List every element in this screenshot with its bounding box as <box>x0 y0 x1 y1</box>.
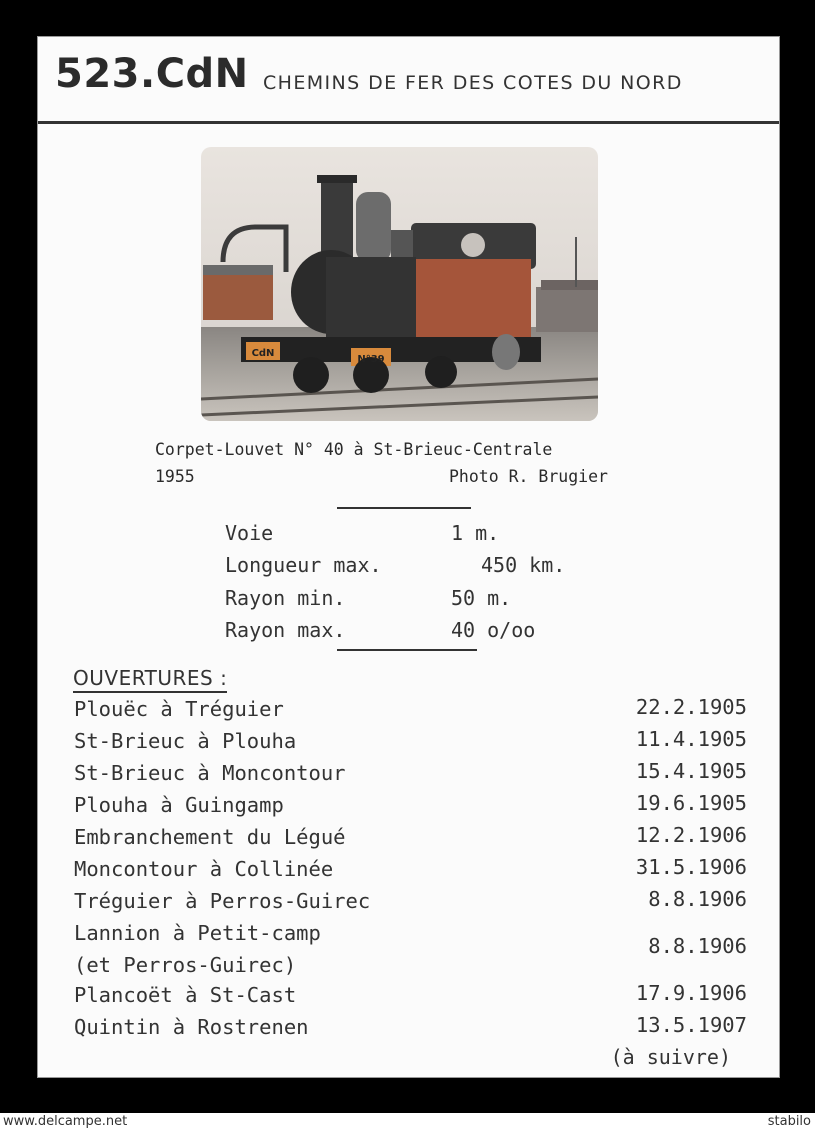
front-plate-right: N°39 <box>357 354 385 365</box>
divider-top <box>337 507 471 509</box>
opening-date: 8.8.1906 <box>648 887 747 911</box>
locomotive-photo <box>201 147 598 421</box>
opening-date: 31.5.1906 <box>635 855 747 879</box>
opening-date: 22.2.1905 <box>635 695 747 719</box>
opening-date: 11.4.1905 <box>635 727 747 751</box>
spec-value: 40 o/oo <box>451 618 536 642</box>
postcard <box>37 36 780 1078</box>
opening-route: Plouëc à Tréguier <box>74 697 284 721</box>
photo-caption-year: 1955 <box>155 467 195 486</box>
locomotive-illustration <box>201 147 598 421</box>
opening-date: 12.2.1906 <box>635 823 747 847</box>
opening-route: Tréguier à Perros-Guirec <box>74 889 371 913</box>
opening-route: Moncontour à Collinée <box>74 857 334 881</box>
opening-date: 13.5.1907 <box>635 1013 747 1037</box>
photo-caption-title: Corpet-Louvet N° 40 à St-Brieuc-Centrale <box>155 440 553 459</box>
opening-route: Lannion à Petit-camp <box>74 921 321 945</box>
opening-route: St-Brieuc à Moncontour <box>74 761 346 785</box>
spec-label: Longueur max. <box>225 553 382 577</box>
opening-route-continued: (et Perros-Guirec) <box>74 953 297 977</box>
opening-date: 19.6.1905 <box>635 791 747 815</box>
to-be-continued: (à suivre) <box>610 1045 731 1069</box>
card-code: 523.CdN <box>55 51 249 97</box>
opening-date: 17.9.1906 <box>635 981 747 1005</box>
spec-value: 450 km. <box>481 553 566 577</box>
opening-route: Embranchement du Légué <box>74 825 346 849</box>
spec-value: 50 m. <box>451 586 512 610</box>
opening-date: 15.4.1905 <box>635 759 747 783</box>
company-name: CHEMINS DE FER DES COTES DU NORD <box>263 72 683 94</box>
watermark-bar <box>0 1113 815 1131</box>
watermark-right: stabilo <box>767 1114 811 1129</box>
front-plate-left: CdN <box>251 348 275 359</box>
opening-route: Quintin à Rostrenen <box>74 1015 309 1039</box>
opening-date: 8.8.1906 <box>648 934 747 958</box>
spec-label: Rayon min. <box>225 586 346 610</box>
opening-route: Plancoët à St-Cast <box>74 983 297 1007</box>
card-header <box>38 37 779 124</box>
spec-label: Voie <box>225 521 274 545</box>
opening-route: Plouha à Guingamp <box>74 793 284 817</box>
photo-credit: Photo R. Brugier <box>449 467 608 486</box>
spec-label: Rayon max. <box>225 618 346 642</box>
watermark-left: www.delcampe.net <box>3 1114 128 1129</box>
openings-title: OUVERTURES : <box>73 665 227 693</box>
opening-route: St-Brieuc à Plouha <box>74 729 297 753</box>
divider-bottom <box>337 649 477 651</box>
spec-value: 1 m. <box>451 521 500 545</box>
